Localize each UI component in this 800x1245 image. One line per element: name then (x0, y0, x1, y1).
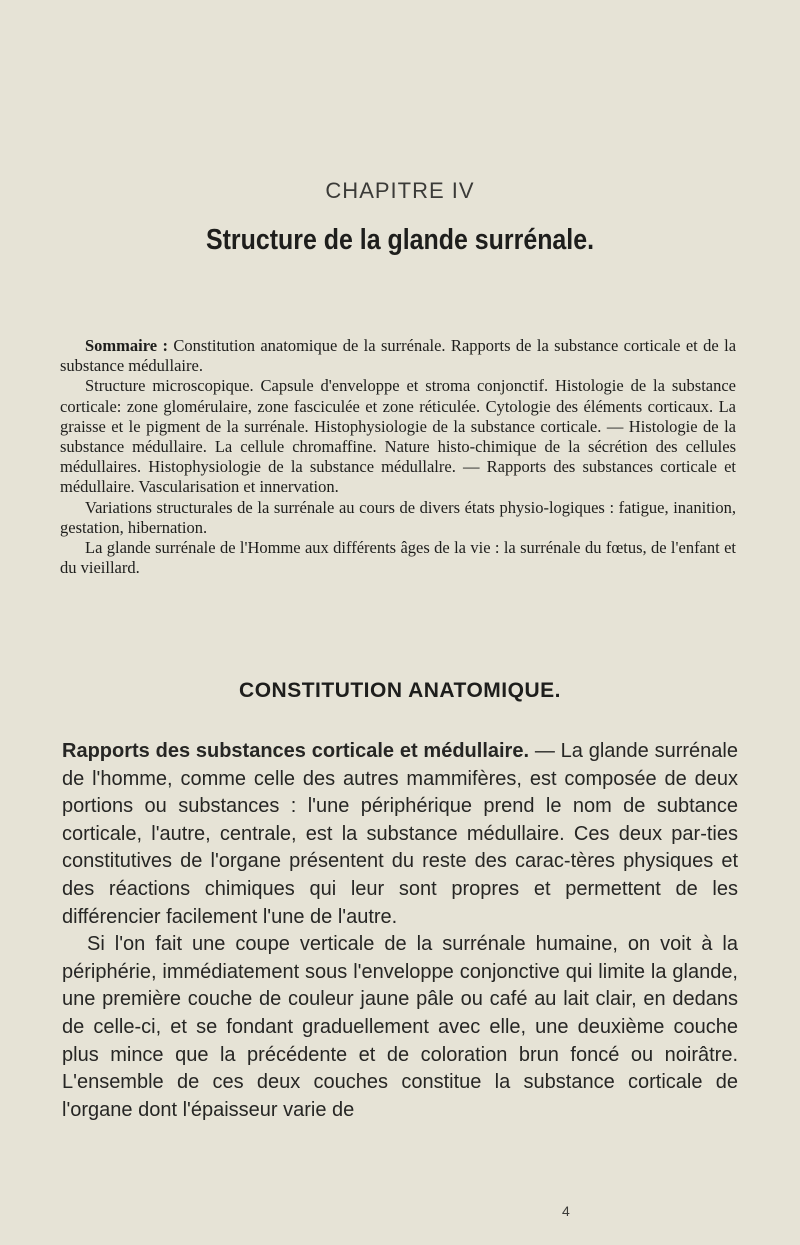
chapter-summary (60, 336, 736, 578)
body-paragraph: Si l'on fait une coupe verticale de la surrénale humaine, on voit à la périphérie, immédiatement sous l'enveloppe conjonctive qui limite la glande, une première couche de couleur jaune pâle ou café au lait clair, en dedans de celle-ci, et se fondant graduellement avec elle, une deuxième couche plus mince que la précédente et de coloration brun foncé ou noirâtre. L'ensemble de ces deux couches constitue la substance corticale de l'organe dont l'épaisseur varie de (62, 933, 738, 1121)
section-heading: CONSTITUTION ANATOMIQUE. (239, 679, 561, 702)
body-text (62, 738, 738, 1124)
run-in-heading: Rapports des substances corticale et médullaire. (62, 740, 530, 762)
page-number: 4 (562, 1203, 570, 1219)
summary-paragraph: Structure microscopique. Capsule d'enveloppe et stroma conjonctif. Histologie de la substance corticale: zone glomérulaire, zone fasciculée et zone réticulée. Cytologie des éléments corticaux. La graisse et le pigment de la surrénale. Histophysiologie de la substance corticale. — Histologie de la substance médullaire. La cellule chromaffine. Nature histo-chimique de la sécrétion des cellules médullaires. Histophysiologie de la substance médullalre. — Rapports des substances corticale et médullaire. Vascularisation et innervation. (60, 376, 736, 497)
summary-label: Sommaire : (85, 336, 168, 355)
body-paragraph (62, 738, 738, 931)
summary-text: Constitution anatomique de la surrénale. Rapports de la substance corticale et de la substance médullaire. (60, 336, 737, 376)
summary-paragraph: Variations structurales de la surrénale au cours de divers états physio-logiques : fatigue, inanition, gestation, hibernation. (60, 497, 736, 537)
summary-paragraph (60, 336, 736, 376)
summary-paragraph: La glande surrénale de l'Homme aux différents âges de la vie : la surrénale du fœtus, de l'enfant et du vieillard. (60, 538, 736, 578)
chapter-heading: CHAPITRE IV (325, 178, 475, 203)
page-title: Structure de la glande surrénale. (205, 224, 595, 256)
body-paragraph-text: — La glande surrénale de l'homme, comme celle des autres mammifères, est composée de deux portions ou substances : l'une périphérique prend le nom de subtance corticale, l'autre, centrale, est la substance médullaire. Ces deux par-ties constitutives de l'organe présentent du reste des carac-tères physiques et des réactions chimiques qui leur sont propres et permettent de les différencier facilement l'une de l'autre. (62, 740, 738, 928)
